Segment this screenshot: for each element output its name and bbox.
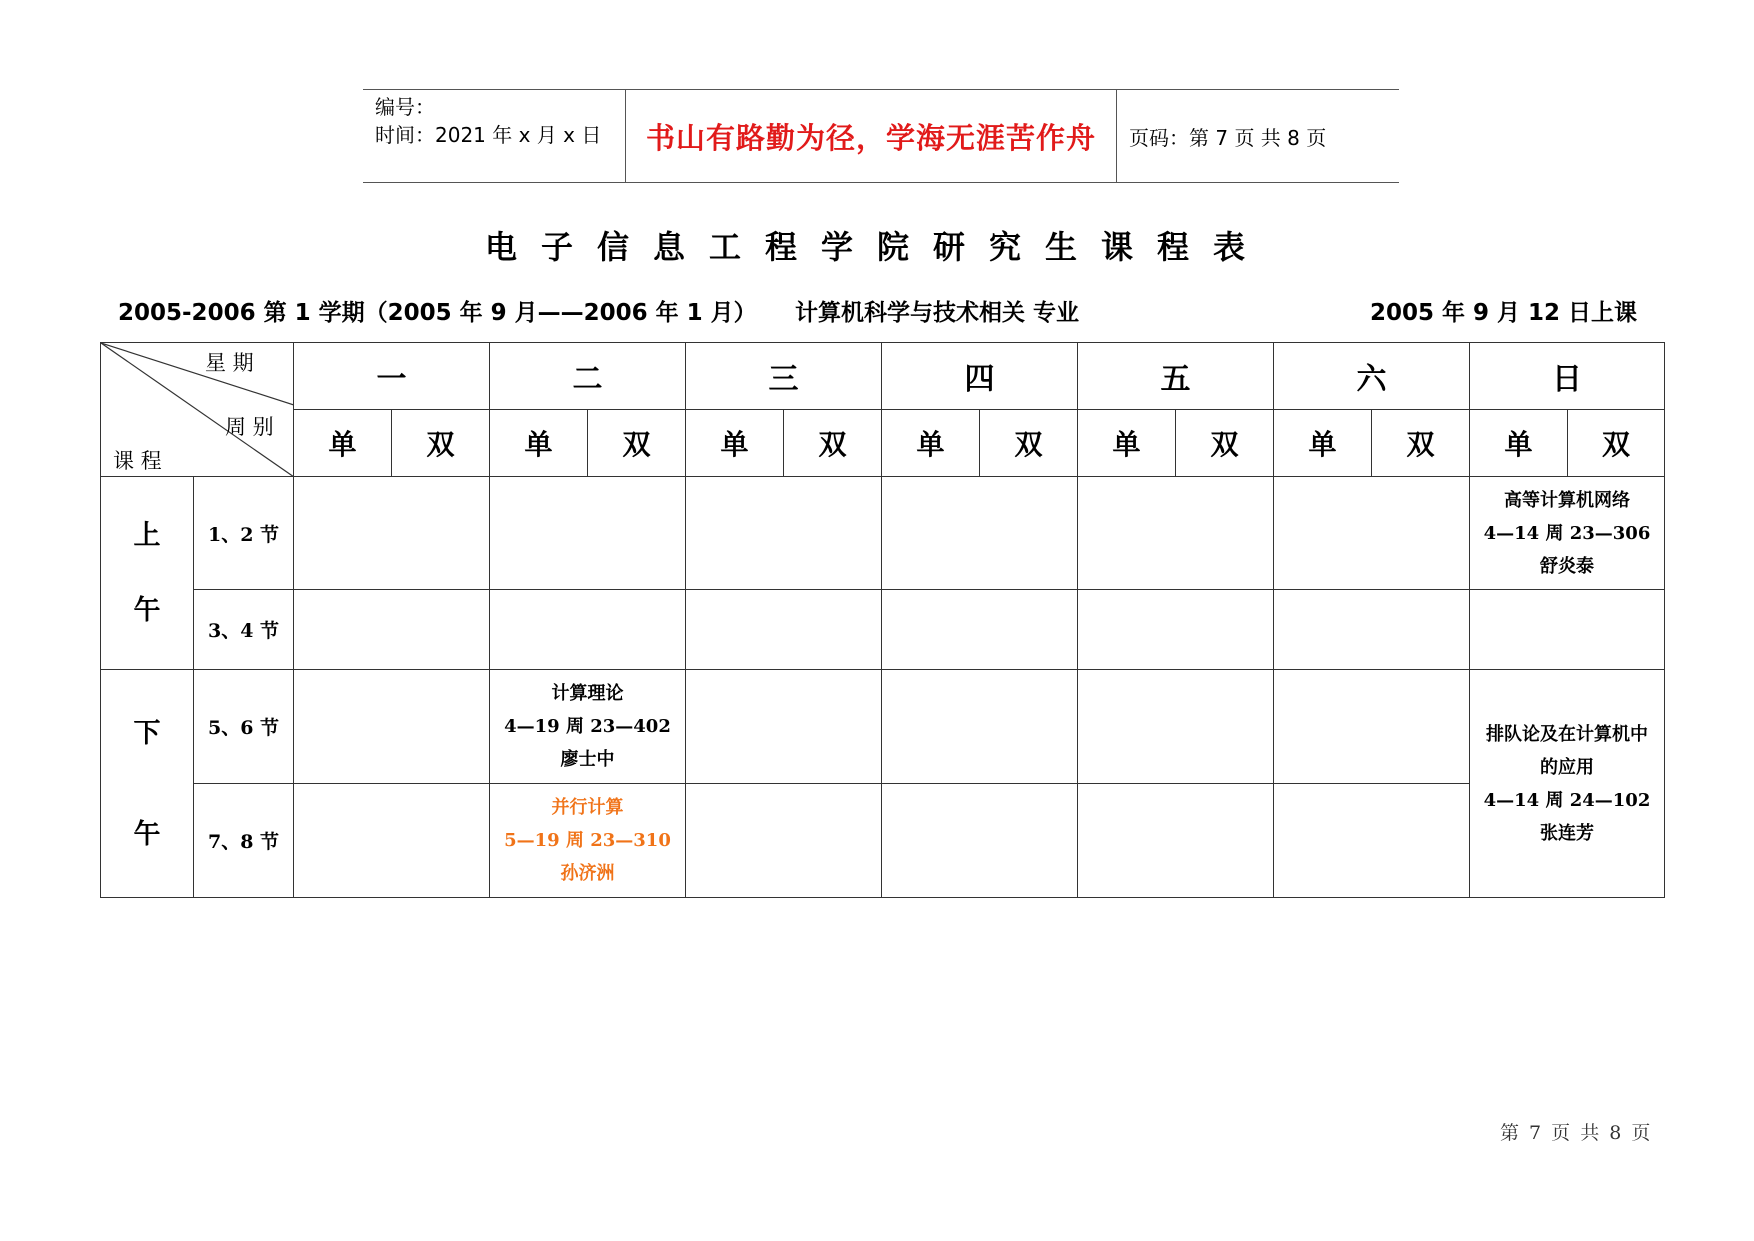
single-week: 单 xyxy=(882,410,980,477)
period-label: 7、8 节 xyxy=(194,784,294,898)
course-name: 排队论及在计算机中 xyxy=(1486,723,1648,745)
day-mon: 一 xyxy=(294,343,490,410)
empty-slot xyxy=(490,477,686,590)
course-teacher: 张连芳 xyxy=(1540,822,1594,844)
pm-top-char: 下 xyxy=(133,717,161,749)
course-name: 高等计算机网络 xyxy=(1504,489,1630,511)
empty-slot xyxy=(1274,670,1470,784)
single-week: 单 xyxy=(1078,410,1176,477)
empty-slot xyxy=(1274,477,1470,590)
schedule-table xyxy=(100,342,1665,898)
course-cell-network xyxy=(1470,477,1665,590)
number-label: 编号： xyxy=(375,95,435,119)
afternoon-cell xyxy=(101,670,194,898)
period-label: 1、2 节 xyxy=(194,477,294,590)
empty-slot xyxy=(490,590,686,670)
empty-slot xyxy=(294,590,490,670)
major-info: 计算机科学与技术相关 专业 xyxy=(795,300,1080,326)
empty-slot xyxy=(1274,590,1470,670)
day-tue: 二 xyxy=(490,343,686,410)
course-detail: 5—19 周 23—310 xyxy=(504,830,671,851)
empty-slot xyxy=(882,477,1078,590)
course-name: 计算理论 xyxy=(551,683,624,704)
double-week: 双 xyxy=(392,410,490,477)
single-week: 单 xyxy=(490,410,588,477)
period-label: 5、6 节 xyxy=(194,670,294,784)
period-row xyxy=(101,784,1665,898)
empty-slot xyxy=(294,670,490,784)
course-detail: 4—19 周 23—402 xyxy=(504,716,671,737)
header-motto-cell xyxy=(626,90,1117,182)
single-week: 单 xyxy=(686,410,784,477)
day-fri: 五 xyxy=(1078,343,1274,410)
day-sun: 日 xyxy=(1470,343,1665,410)
am-bottom-char: 午 xyxy=(133,595,161,626)
course-cell-theory xyxy=(490,670,686,784)
empty-slot xyxy=(686,670,882,784)
single-week: 单 xyxy=(294,410,392,477)
period-row xyxy=(101,590,1665,670)
page-header xyxy=(363,89,1399,183)
corner-course-label: 课 程 xyxy=(113,449,162,473)
day-sat: 六 xyxy=(1274,343,1470,410)
empty-slot xyxy=(1470,590,1665,670)
page-footer: 第 7 页 共 8 页 xyxy=(1500,1122,1653,1144)
course-teacher: 孙济洲 xyxy=(560,863,615,884)
empty-slot xyxy=(1274,784,1470,898)
empty-slot xyxy=(686,477,882,590)
empty-slot xyxy=(686,784,882,898)
empty-slot xyxy=(294,477,490,590)
empty-slot xyxy=(882,590,1078,670)
am-top-char: 上 xyxy=(133,520,161,551)
period-row xyxy=(101,670,1665,784)
period-row xyxy=(101,477,1665,590)
empty-slot xyxy=(1078,670,1274,784)
period-label: 3、4 节 xyxy=(194,590,294,670)
course-detail: 4—14 周 24—102 xyxy=(1483,789,1651,811)
empty-slot xyxy=(1078,784,1274,898)
course-name: 并行计算 xyxy=(551,797,624,818)
double-week: 双 xyxy=(980,410,1078,477)
corner-cell xyxy=(101,343,294,477)
empty-slot xyxy=(294,784,490,898)
single-week: 单 xyxy=(1274,410,1372,477)
empty-slot xyxy=(686,590,882,670)
empty-slot xyxy=(882,784,1078,898)
course-teacher: 廖士中 xyxy=(560,749,615,770)
start-date: 2005 年 9 月 12 日上课 xyxy=(1370,300,1638,326)
corner-weektype-label: 周 别 xyxy=(225,415,274,439)
day-header-row xyxy=(101,343,1665,410)
double-week: 双 xyxy=(1176,410,1274,477)
term-info: 2005-2006 第 1 学期（2005 年 9 月——2006 年 1 月） xyxy=(118,300,757,326)
single-week: 单 xyxy=(1470,410,1568,477)
double-week: 双 xyxy=(1372,410,1470,477)
motto-text: 书山有路勤为径，学海无涯苦作舟 xyxy=(645,120,1096,155)
header-meta xyxy=(363,90,626,182)
page-title: 电子信息工程学院研究生课程表 xyxy=(484,228,1269,266)
course-name-continued: 的应用 xyxy=(1540,756,1594,778)
morning-cell xyxy=(101,477,194,670)
header-page-code: 页码：第 7 页 共 8 页 xyxy=(1129,125,1327,150)
empty-slot xyxy=(1078,477,1274,590)
day-wed: 三 xyxy=(686,343,882,410)
course-detail: 4—14 周 23—306 xyxy=(1483,522,1651,544)
week-type-row xyxy=(101,410,1665,477)
time-label: 时间：2021 年 x 月 x 日 xyxy=(375,123,602,147)
pm-bottom-char: 午 xyxy=(133,818,161,850)
double-week: 双 xyxy=(588,410,686,477)
course-cell-parallel xyxy=(490,784,686,898)
double-week: 双 xyxy=(784,410,882,477)
empty-slot xyxy=(1078,590,1274,670)
corner-weekday-label: 星 期 xyxy=(205,351,254,375)
course-cell-queue xyxy=(1470,670,1665,898)
empty-slot xyxy=(882,670,1078,784)
day-thu: 四 xyxy=(882,343,1078,410)
course-teacher: 舒炎泰 xyxy=(1540,555,1594,577)
double-week: 双 xyxy=(1568,410,1665,477)
